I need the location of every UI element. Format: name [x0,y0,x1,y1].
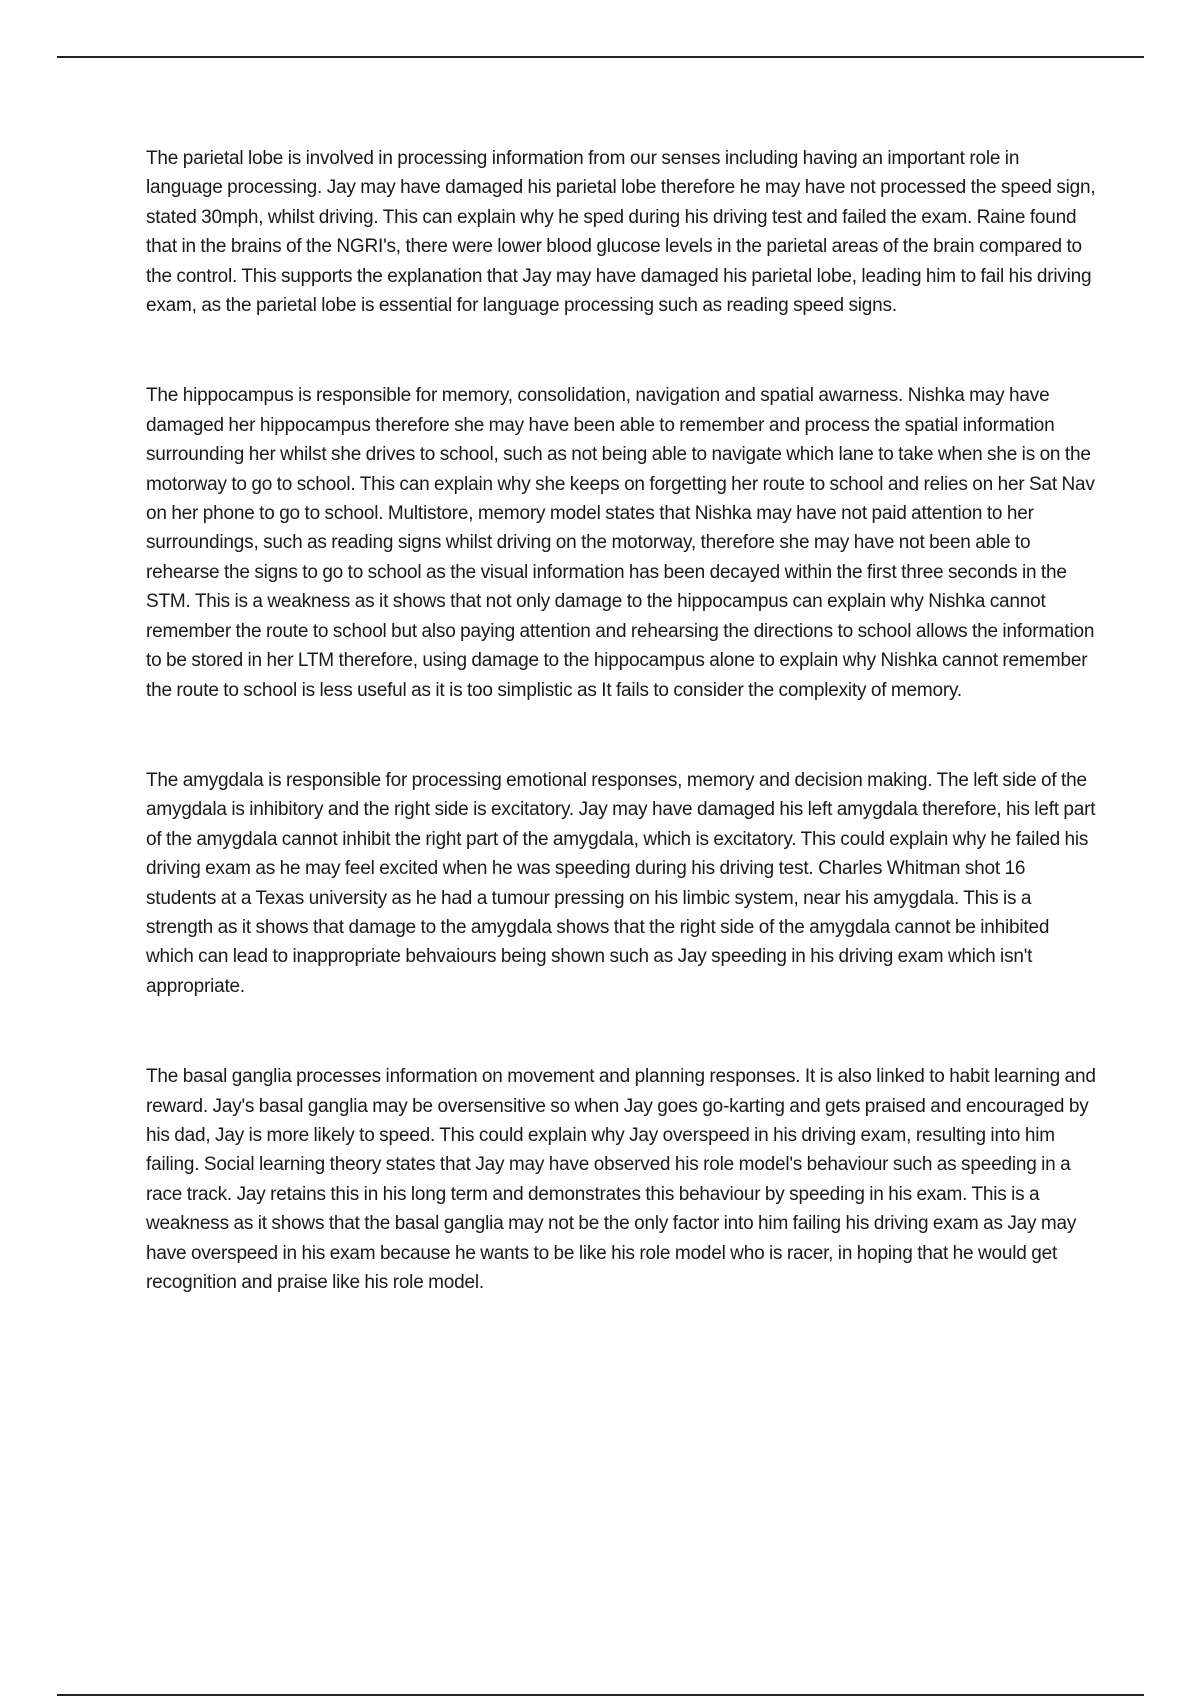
footer-divider [57,1694,1144,1696]
paragraph-basal-ganglia: The basal ganglia processes information on movement and planning responses. It is also linked to habit learning and reward. Jay's basal ganglia may be oversensitive so when Jay goes go-karting and gets praised and encouraged by his dad, Jay is more likely to speed. This could explain why Jay overspeed in his driving exam, resulting into him failing. Social learning theory states that Jay may have observed his role model's behaviour such as speeding in a race track. Jay retains this in his long term and demonstrates this behaviour by speeding in his exam. This is a weakness as it shows that the basal ganglia may not be the only factor into him failing his driving exam as Jay may have overspeed in his exam because he wants to be like his role model who is racer, in hoping that he would get recognition and praise like his role model. [146,1066,1096,1293]
header-divider [57,56,1144,58]
paragraph-hippocampus: The hippocampus is responsible for memory, consolidation, navigation and spatial awarness. Nishka may have damaged her hippocampus therefore she may have been able to remember and process the spatial information surrounding her whilst she drives to school, such as not being able to navigate which lane to take when she is on the motorway to go to school. This can explain why she keeps on forgetting her route to school and relies on her Sat Nav on her phone to go to school. Multistore, memory model states that Nishka may have not paid attention to her surroundings, such as reading signs whilst driving on the motorway, therefore she may have not been able to rehearse the signs to go to school as the visual information has been decayed within the first three seconds in the STM. This is a weakness as it shows that not only damage to the hippocampus can explain why Nishka cannot remember the route to school but also paying attention and rehearsing the directions to school allows the information to be stored in her LTM therefore, using damage to the hippocampus alone to explain why Nishka cannot remember the route to school is less useful as it is too simplistic as It fails to consider the complexity of memory. [146,385,1095,701]
document-body [146,144,1096,1297]
paragraph-parietal-lobe: The parietal lobe is involved in processing information from our senses including having an important role in language processing. Jay may have damaged his parietal lobe therefore he may have not processed the speed sign, stated 30mph, whilst driving. This can explain why he sped during his driving test and failed the exam. Raine found that in the brains of the NGRI's, there were lower blood glucose levels in the parietal areas of the brain compared to the control. This supports the explanation that Jay may have damaged his parietal lobe, leading him to fail his driving exam, as the parietal lobe is essential for language processing such as reading speed signs. [146,148,1096,317]
paragraph-amygdala: The amygdala is responsible for processing emotional responses, memory and decision making. The left side of the amygdala is inhibitory and the right side is excitatory. Jay may have damaged his left amygdala therefore, his left part of the amygdala cannot inhibit the right part of the amygdala, which is excitatory. This could explain why he failed his driving exam as he may feel excited when he was speeding during his driving test. Charles Whitman shot 16 students at a Texas university as he had a tumour pressing on his limbic system, near his amygdala. This is a strength as it shows that damage to the amygdala shows that the right side of the amygdala cannot be inhibited which can lead to inappropriate behvaiours being shown such as Jay speeding in his driving exam which isn't appropriate. [146,769,1096,997]
